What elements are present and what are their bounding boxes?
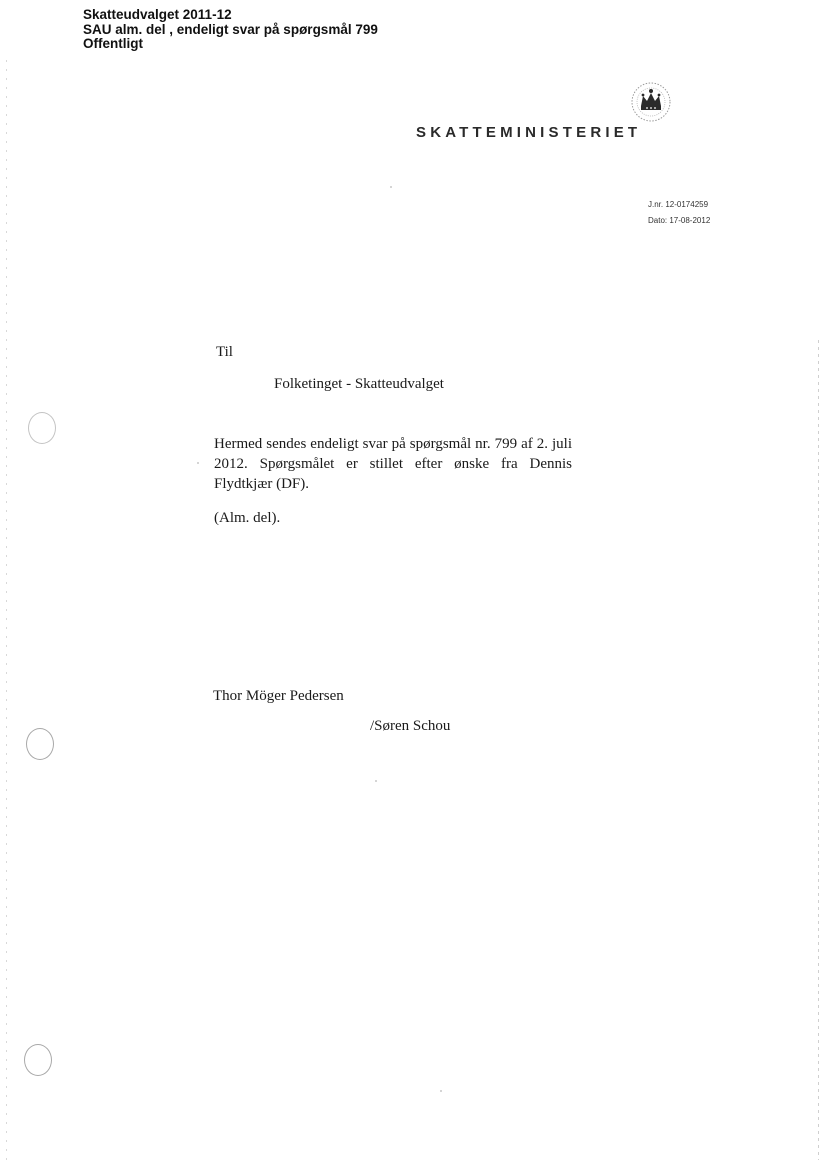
signer-name: Thor Möger Pedersen xyxy=(213,688,344,704)
document-subject: SAU alm. del , endeligt svar på spørgsmål 799 xyxy=(83,21,378,37)
scan-edge-left xyxy=(6,60,7,1160)
scan-speck xyxy=(390,186,392,188)
letter-date: Dato: 17-08-2012 xyxy=(648,216,711,225)
journal-number: J.nr. 12-0174259 xyxy=(648,200,709,209)
recipient: Folketinget - Skatteudvalget xyxy=(274,376,444,392)
letter-body: Hermed sendes endeligt svar på spørgsmål nr. 799 af 2. juli 2012. Spørgsmålet er stillet efter ønske fra Dennis Flydtkjær (DF). xyxy=(214,436,572,492)
committee-title: Skatteudvalget 2011-12 xyxy=(83,7,232,22)
punch-hole-middle xyxy=(26,728,54,760)
punch-hole-top xyxy=(28,412,56,444)
cosigner-name: /Søren Schou xyxy=(370,718,451,734)
scan-speck xyxy=(375,780,377,782)
scan-speck xyxy=(440,1090,442,1092)
reference-block xyxy=(648,197,710,229)
scan-edge-right xyxy=(818,340,819,1160)
punch-hole-bottom xyxy=(24,1044,52,1076)
document-header xyxy=(83,8,378,52)
royal-crown-crest-icon xyxy=(629,80,673,124)
scan-speck xyxy=(197,462,199,464)
salutation: Til xyxy=(216,344,233,360)
ministry-name: SKATTEMINISTERIET xyxy=(416,124,642,141)
letter-closing: (Alm. del). xyxy=(214,510,281,526)
document-status: Offentligt xyxy=(83,36,143,51)
